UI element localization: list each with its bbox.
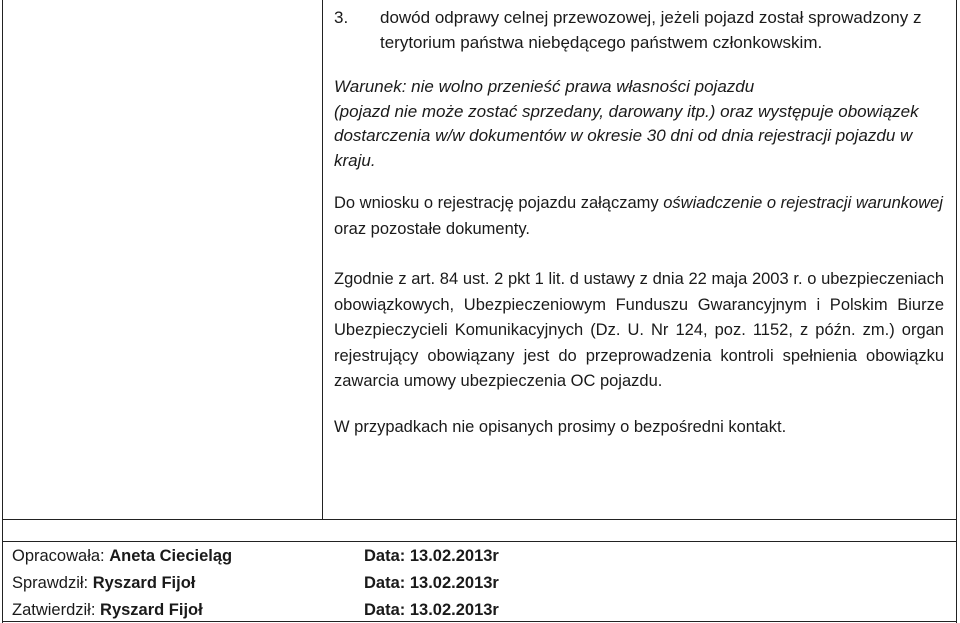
footer-date: Data: 13.02.2013r xyxy=(364,601,499,619)
table-border-middle xyxy=(322,0,323,519)
footer-date: Data: 13.02.2013r xyxy=(364,574,499,592)
condition-note xyxy=(334,75,944,173)
footer-row-checked xyxy=(12,570,195,596)
condition-line-1: Warunek: nie wolno przenieść prawa własności pojazdu xyxy=(334,77,755,96)
attachment-paragraph xyxy=(334,191,944,242)
list-item-number: 3. xyxy=(334,8,349,27)
contact-paragraph: W przypadkach nie opisanych prosimy o bezpośredni kontakt. xyxy=(334,417,787,436)
footer-role: Sprawdził: xyxy=(12,574,93,592)
main-content-cell xyxy=(334,6,944,440)
footer-role: Zatwierdził: xyxy=(12,601,101,619)
list-item-text: dowód odprawy celnej przewozowej, jeżeli pojazd został sprowadzony z terytorium państwa niebędącego państwem członkowskim. xyxy=(380,8,922,52)
footer-person: Aneta Ciecieląg xyxy=(109,547,233,565)
footer-person: Ryszard Fijoł xyxy=(92,574,196,592)
table-border-row-1 xyxy=(2,519,957,520)
condition-upright-part: (pojazd nie może zostać sprzedany, darowany itp. xyxy=(334,101,710,121)
footer-row-prepared xyxy=(12,543,232,569)
attachment-text-1: Do wniosku o rejestrację pojazdu załączamy xyxy=(334,194,664,212)
law-paragraph: Zgodnie z art. 84 ust. 2 pkt 1 lit. d ustawy z dnia 22 maja 2003 r. o ubezpieczeniach obowiązkowych, Ubezpieczeniowym Funduszu Gwarancyjnym i Polskim Biurze Ubezpieczycieli Komunikacyjnych (Dz. U. Nr 124, poz. 1152, z późn. zm.) organ rejestrujący obowiązany jest do przeprowadzenia kontroli spełnienia obowiązku zawarcia umowy ubezpieczenia OC pojazdu. xyxy=(334,270,944,390)
footer-date: Data: 13.02.2013r xyxy=(364,547,499,565)
table-border-left xyxy=(2,0,3,623)
footer-role: Opracowała: xyxy=(12,547,110,565)
table-border-right xyxy=(956,0,957,623)
footer-signoff xyxy=(0,543,960,623)
attachment-text-3: oraz pozostałe dokumenty. xyxy=(334,219,530,238)
list-item xyxy=(334,6,944,55)
footer-row-approved xyxy=(12,597,203,623)
table-border-row-2 xyxy=(2,541,957,542)
condition-line-2 xyxy=(334,100,944,174)
attachment-text-italic: oświadczenie o rejestracji warunkowej xyxy=(663,194,943,212)
footer-person: Ryszard Fijoł xyxy=(100,601,203,619)
condition-italic-part: ) oraz występuje obowiązek dostarczenia w/w dokumentów w okresie 30 dni od dnia rejestracji pojazdu w kraju. xyxy=(334,101,919,170)
